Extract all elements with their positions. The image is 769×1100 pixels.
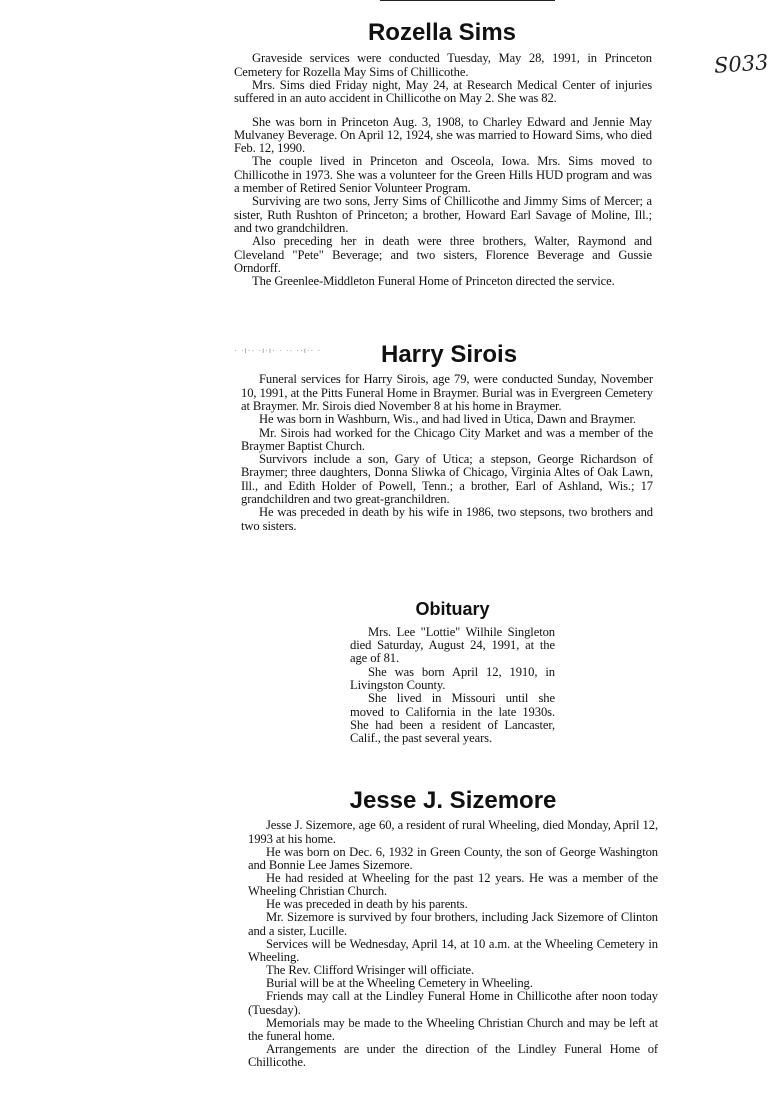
paragraph: The couple lived in Princeton and Osceola, Iowa. Mrs. Sims moved to Chillicothe in 1973. She was a volunteer for the Green Hills HUD program and was a member of Retired Senior Volunteer Program. [234,154,652,196]
paragraph: Survivors include a son, Gary of Utica; a stepson, George Richardson of Braymer; three daughters, Donna Sliwka of Chicago, Virginia Altes of Oak Lawn, Ill., and Edith Holder of Powell, Tenn.; a brother, Earl of Ashland, Wis.; 17 grandchildren and two great-granchildren. [241,452,653,507]
headline: Jesse J. Sizemore [349,787,557,814]
headline: Harry Sirois [381,341,518,368]
paragraph: Services will be Wednesday, April 14, at 10 a.m. at the Wheeling Cemetery in Wheeling. [248,936,658,964]
obituary-rozella-sims [232,20,652,288]
paragraph: Friends may call at the Lindley Funeral Home in Chillicothe after noon today (Tuesday). [248,989,658,1017]
paragraph: The Greenlee-Middleton Funeral Home of Princeton directed the service. [252,274,615,289]
paragraph: Mr. Sizemore is survived by four brothers, including Jack Sizemore of Clinton and a sister, Lucille. [248,910,658,938]
paragraph: She was born April 12, 1910, in Livingston County. [350,664,555,692]
paragraph: He had resided at Wheeling for the past 12 years. He was a member of the Wheeling Christian Church. [248,871,658,899]
headline: Rozella Sims [367,19,517,46]
paragraph: He was preceded in death by his parents. [266,897,468,912]
paragraph: She was born in Princeton Aug. 3, 1908, to Charley Edward and Jennie May Mulvaney Beverage. On April 12, 1924, she was married to Howard Sims, who died Feb. 12, 1990. [234,114,652,156]
obituary-jesse-sizemore [248,788,658,1069]
top-rule [380,0,555,1]
paragraph: Surviving are two sons, Jerry Sims of Chillicothe and Jimmy Sims of Mercer; a sister, Ruth Rushton of Princeton; a brother, Howard Earl Savage of Moline, Ill.; and two grandchildren. [234,194,652,235]
article-body [350,626,555,746]
paragraph: Arrangements are under the direction of the Lindley Funeral Home of Chillicothe. [248,1042,658,1070]
paragraph: Mrs. Lee "Lottie" Wilhile Singleton died Saturday, August 24, 1991, at the age of 81. [350,624,555,666]
paragraph: Funeral services for Harry Sirois, age 79, were conducted Sunday, November 10, 1991, at the Pitts Funeral Home in Braymer. Burial was in Evergreen Cemetery at Braymer. Mr. Sirois died November 8 at his home in Braymer. [241,372,653,413]
paragraph: Also preceding her in death were three brothers, Walter, Raymond and Cleveland "Pete" Beverage; and two sisters, Florence Beverage and Gussie Orndorff. [234,234,652,275]
paragraph: Mr. Sirois had worked for the Chicago City Market and was a member of the Braymer Baptist Church. [241,425,653,453]
paragraph: Memorials may be made to the Wheeling Christian Church and may be left at the funeral home. [248,1015,658,1043]
paragraph: Burial will be at the Wheeling Cemetery in Wheeling. [266,976,533,991]
paragraph: Jesse J. Sizemore, age 60, a resident of rural Wheeling, died Monday, April 12, 1993 at his home. [248,818,658,846]
paragraph: Mrs. Sims died Friday night, May 24, at Research Medical Center of injuries suffered in an auto accident in Chillicothe on May 2. She was 82. [234,77,652,106]
paragraph: He was preceded in death by his wife in 1986, two stepsons, two brothers and two sisters. [241,505,653,533]
article-body [241,373,653,533]
obituary-lottie-singleton [350,600,555,745]
paragraph: Graveside services were conducted Tuesday, May 28, 1991, in Princeton Cemetery for Rozella May Sims of Chillicothe. [234,51,652,79]
article-body [232,52,652,288]
paragraph: He was born in Washburn, Wis., and had lived in Utica, Dawn and Braymer. [259,412,636,427]
scan-artifact: · ·ı·· ·ı·ı· · ·· ··ı·· · [234,346,322,355]
handwritten-annotation: S033 [713,50,769,78]
headline: Obituary [415,599,490,619]
paragraph: He was born on Dec. 6, 1932 in Green County, the son of George Washington and Bonnie Lee James Sizemore. [248,844,658,872]
obituary-harry-sirois [241,342,653,533]
paragraph: The Rev. Clifford Wrisinger will officiate. [266,963,475,978]
paragraph: She lived in Missouri until she moved to California in the late 1930s. She had been a resident of Lancaster, Calif., the past several years. [350,691,555,746]
article-body [248,819,658,1069]
